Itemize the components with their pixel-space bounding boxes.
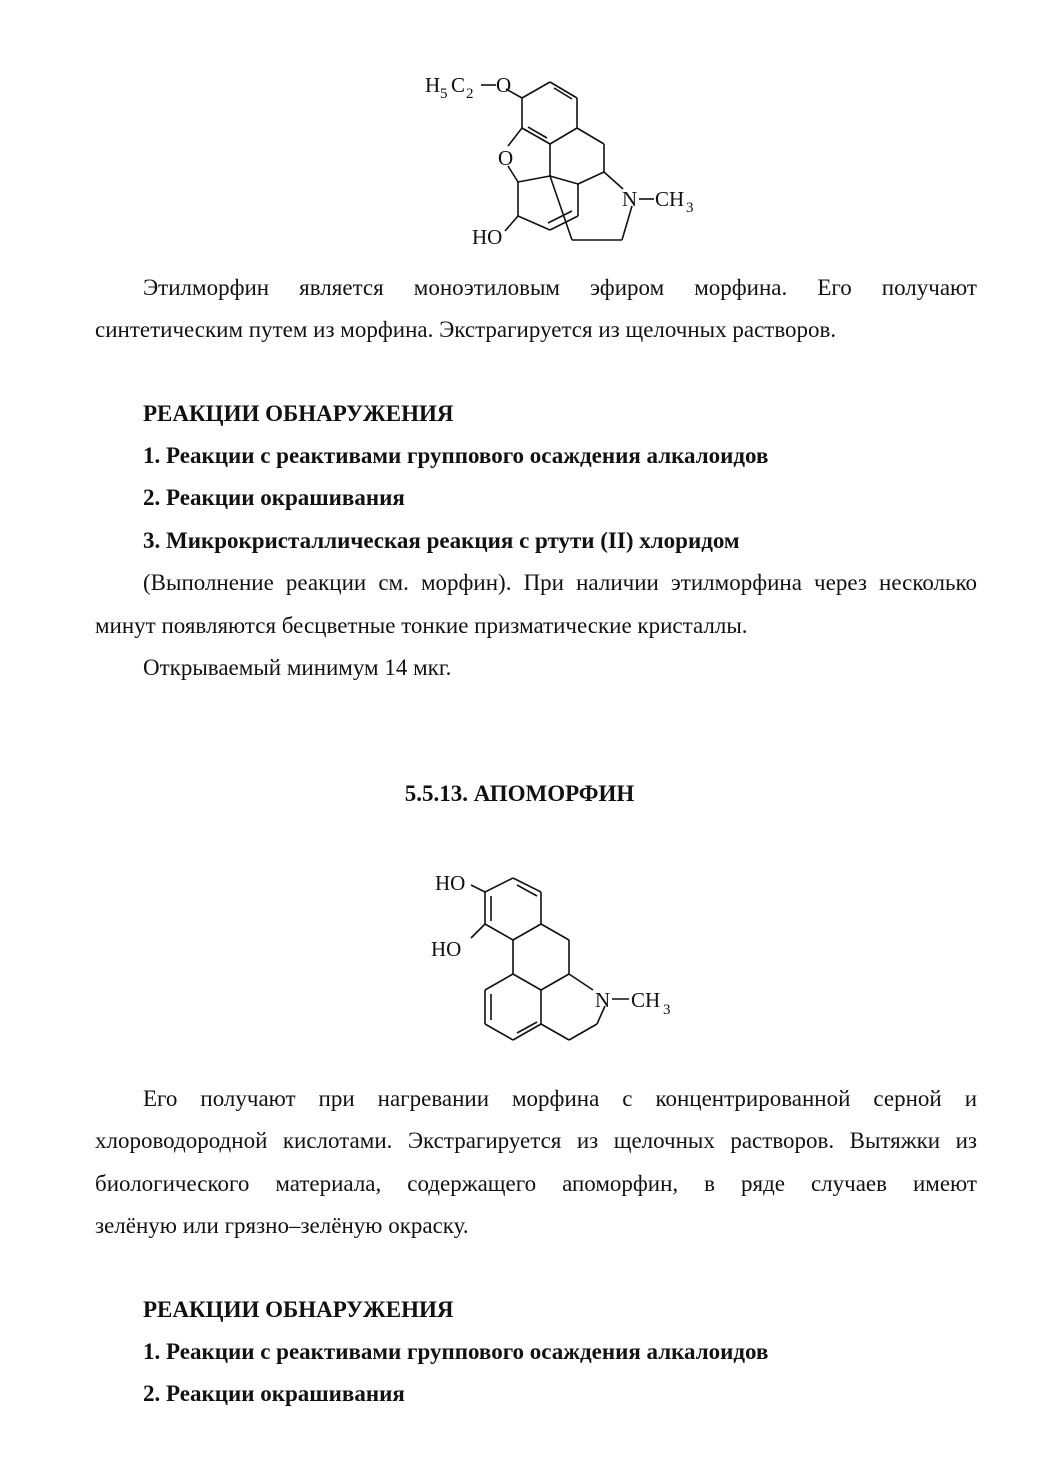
paragraph-line: Открываемый минимум 14 мкг. <box>143 655 452 680</box>
paragraph-line: хлороводородной кислотами. Экстрагируется из щелочных растворов. Вытяжки из <box>95 1128 977 1153</box>
nitrogen-label: N <box>595 988 611 1012</box>
reaction-item: 1. Реакции с реактивами группового осаждения алкалоидов <box>143 443 769 468</box>
ethoxy-subscript-2: 2 <box>466 86 474 102</box>
methyl-label: CH <box>655 187 685 211</box>
section-title: 5.5.13. АПОМОРФИН <box>404 781 635 806</box>
apomorphine-structure <box>425 866 695 1066</box>
paragraph-line: синтетическим путем из морфина. Экстрагируется из щелочных растворов. <box>95 317 837 342</box>
methyl-subscript-3: 3 <box>686 200 694 216</box>
paragraph-line: зелёную или грязно–зелёную окраску. <box>95 1213 469 1238</box>
reaction-item: 2. Реакции окрашивания <box>143 1381 405 1406</box>
paragraph-line: биологического материала, содержащего апоморфин, в ряде случаев имеют <box>95 1171 977 1196</box>
reaction-item: 1. Реакции с реактивами группового осаждения алкалоидов <box>143 1339 769 1364</box>
nitrogen-label: N <box>622 187 638 211</box>
methyl-subscript-3: 3 <box>663 1002 671 1018</box>
hydroxyl-label: HO <box>472 225 503 249</box>
ethoxy-h-label: H <box>425 73 441 97</box>
paragraph-line: Его получают при нагревании морфина с концентрированной серной и <box>143 1086 977 1111</box>
ethylmorphine-structure <box>420 68 710 258</box>
hydroxyl-bottom-label: HO <box>431 937 462 961</box>
methyl-label: CH <box>631 988 661 1012</box>
reaction-item: 2. Реакции окрашивания <box>143 485 405 510</box>
hydroxyl-top-label: HO <box>435 871 466 895</box>
ethoxy-subscript-5: 5 <box>440 86 448 102</box>
ethoxy-c-label: C <box>451 73 466 97</box>
section-heading: РЕАКЦИИ ОБНАРУЖЕНИЯ <box>143 1297 454 1322</box>
section-heading: РЕАКЦИИ ОБНАРУЖЕНИЯ <box>143 401 454 426</box>
paragraph-line: (Выполнение реакции см. морфин). При наличии этилморфина через несколько <box>143 570 977 595</box>
ring-oxygen-label: O <box>498 146 514 170</box>
ethoxy-oxygen-label: O <box>496 73 512 97</box>
paragraph-line: минут появляются бесцветные тонкие призматические кристаллы. <box>95 613 748 638</box>
paragraph-line: Этилморфин является моноэтиловым эфиром морфина. Его получают <box>143 275 977 300</box>
reaction-item: 3. Микрокристаллическая реакция с ртути (II) хлоридом <box>143 528 740 553</box>
